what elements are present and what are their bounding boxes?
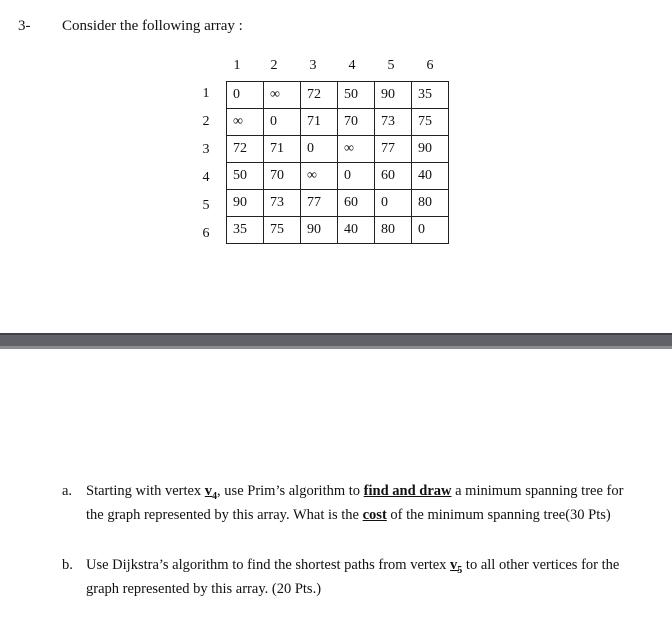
- row-header: 2: [202, 114, 210, 129]
- matrix-cell: 80: [375, 217, 412, 244]
- matrix-row: [227, 217, 449, 244]
- matrix-cell: 0: [264, 109, 301, 136]
- vertex-symbol: v: [204, 483, 213, 499]
- matrix-cell: 90: [301, 217, 338, 244]
- adjacency-matrix: [226, 81, 449, 244]
- matrix-cell: 90: [412, 136, 449, 163]
- matrix-cell: 77: [301, 190, 338, 217]
- column-header: 1: [233, 58, 241, 73]
- matrix-cell: 77: [375, 136, 412, 163]
- column-header: 3: [309, 58, 317, 73]
- matrix-cell: 60: [375, 163, 412, 190]
- matrix-row: [227, 109, 449, 136]
- matrix-cell: 70: [264, 163, 301, 190]
- column-header: 4: [348, 58, 356, 73]
- row-header: 6: [202, 226, 210, 241]
- matrix-cell: 50: [338, 82, 375, 109]
- matrix-cell: 72: [301, 82, 338, 109]
- vertex-symbol: v: [450, 557, 458, 573]
- row-header: 4: [202, 170, 210, 185]
- matrix-cell: 70: [338, 109, 375, 136]
- matrix-cell: 73: [375, 109, 412, 136]
- matrix-cell: 0: [301, 136, 338, 163]
- matrix-cell: 35: [227, 217, 264, 244]
- part-text: Use Dijkstra’s algorithm to find the shortest paths from vertex $v_5$ to all other vertices for the graph represented by this array. (20 Pts.): [86, 557, 620, 597]
- matrix-cell: 0: [375, 190, 412, 217]
- matrix-cell: 0: [338, 163, 375, 190]
- matrix-cell: 80: [412, 190, 449, 217]
- matrix-cell: 75: [412, 109, 449, 136]
- question-part-b: [62, 556, 642, 598]
- matrix-cell: 0: [412, 217, 449, 244]
- part-label: b.: [62, 557, 73, 573]
- matrix-cell: 75: [264, 217, 301, 244]
- column-header: 2: [270, 58, 278, 73]
- matrix-cell: 72: [227, 136, 264, 163]
- matrix-row: [227, 136, 449, 163]
- matrix-cell: 90: [227, 190, 264, 217]
- matrix-cell: ∞: [338, 136, 375, 163]
- part-text: Starting with vertex $v_4$, use Prim’s algorithm to find and draw a minimum spanning tree for the graph represented by this array. What is the cost of the minimum spanning tree(30 Pts): [86, 483, 624, 523]
- matrix-row: [227, 163, 449, 190]
- matrix-cell: 50: [227, 163, 264, 190]
- matrix-cell: 73: [264, 190, 301, 217]
- question-intro: Consider the following array :: [62, 18, 243, 34]
- row-header: 5: [202, 198, 210, 213]
- part-label: a.: [62, 483, 73, 499]
- question-number: 3-: [18, 18, 31, 34]
- matrix-row: [227, 82, 449, 109]
- page-divider: [0, 333, 672, 349]
- matrix-cell: 71: [301, 109, 338, 136]
- matrix-cell: ∞: [227, 109, 264, 136]
- matrix-cell: 71: [264, 136, 301, 163]
- emphasis-text: find and draw: [363, 483, 452, 499]
- matrix-cell: ∞: [264, 82, 301, 109]
- matrix-cell: 40: [412, 163, 449, 190]
- question-part-a: [62, 482, 642, 524]
- emphasis-text: cost: [362, 506, 387, 523]
- matrix-cell: ∞: [301, 163, 338, 190]
- row-header: 3: [202, 142, 210, 157]
- matrix-cell: 0: [227, 82, 264, 109]
- matrix-cell: 60: [338, 190, 375, 217]
- row-header: 1: [202, 86, 210, 101]
- matrix-cell: 40: [338, 217, 375, 244]
- matrix-row: [227, 190, 449, 217]
- matrix-cell: 35: [412, 82, 449, 109]
- matrix-cell: 90: [375, 82, 412, 109]
- column-header: 6: [426, 58, 434, 73]
- column-header: 5: [387, 58, 395, 73]
